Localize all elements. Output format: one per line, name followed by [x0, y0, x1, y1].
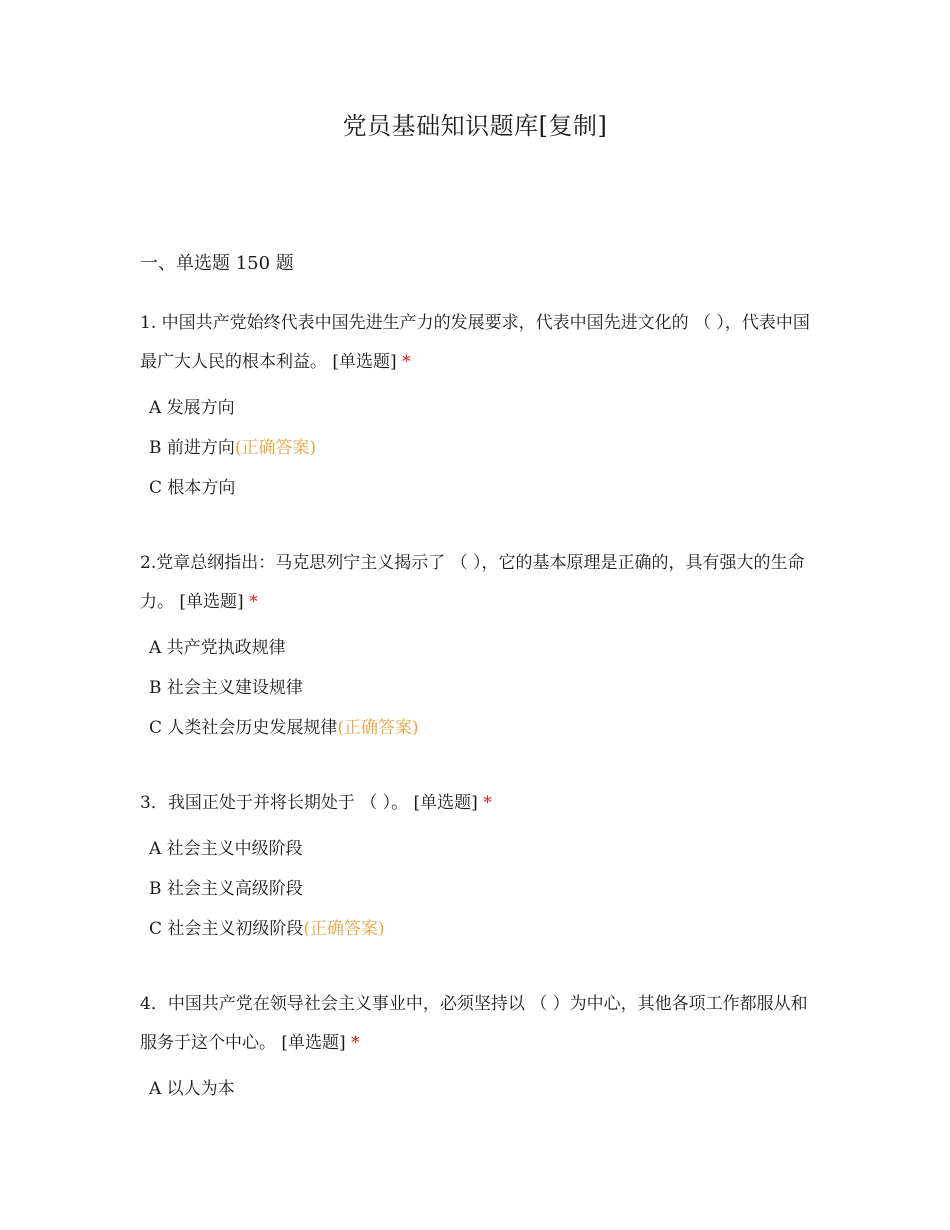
document-title: 党员基础知识题库[复制]	[342, 112, 608, 140]
question-stem: 1. 中国共产党始终代表中国先进生产力的发展要求，代表中国先进文化的 （ ），代表中国最广大人民的根本利益。	[140, 313, 810, 372]
option-label: C 根本方向	[149, 478, 236, 498]
question-text	[140, 985, 810, 1063]
question-stem: 2.党章总纲指出：马克思列宁主义揭示了 （ ），它的基本原理是正确的，具有强大的生命力。	[140, 553, 805, 612]
question-1	[140, 304, 810, 508]
option-label: A 发展方向	[149, 398, 235, 418]
question-type-label: [单选题]	[179, 592, 244, 612]
question-type-label: [单选题]	[413, 793, 478, 813]
correct-answer-tag: (正确答案)	[337, 718, 419, 738]
option-b[interactable]	[140, 869, 810, 909]
option-a[interactable]	[140, 1069, 810, 1109]
required-mark: *	[402, 352, 411, 372]
option-a[interactable]	[140, 388, 810, 428]
option-label: C 社会主义初级阶段	[149, 919, 304, 939]
option-label: B 前进方向	[149, 438, 235, 458]
section-heading: 一、单选题 150 题	[140, 253, 294, 274]
correct-answer-tag: (正确答案)	[303, 919, 385, 939]
option-label: B 社会主义建设规律	[149, 678, 303, 698]
option-label: A 以人为本	[149, 1079, 235, 1099]
question-text	[140, 784, 810, 823]
option-a[interactable]	[140, 829, 810, 869]
option-b[interactable]	[140, 428, 810, 468]
question-type-label: [单选题]	[281, 1033, 346, 1053]
correct-answer-tag: (正确答案)	[234, 438, 317, 458]
option-label: C 人类社会历史发展规律	[149, 718, 338, 738]
required-mark: *	[351, 1033, 360, 1053]
option-label: A 社会主义中级阶段	[149, 839, 303, 859]
question-text	[140, 304, 810, 382]
question-stem: 4．中国共产党在领导社会主义事业中，必须坚持以 （ ）为中心，其他各项工作都服从和服务于这个中心。	[140, 994, 808, 1053]
option-list	[140, 628, 810, 748]
option-list	[140, 1069, 810, 1109]
option-label: B 社会主义高级阶段	[149, 879, 303, 899]
question-type-label: [单选题]	[332, 352, 397, 372]
option-c[interactable]	[140, 468, 810, 508]
required-mark: *	[249, 592, 258, 612]
required-mark: *	[483, 793, 492, 813]
option-b[interactable]	[140, 668, 810, 708]
option-c[interactable]	[140, 909, 810, 949]
question-2	[140, 544, 810, 748]
option-list	[140, 388, 810, 508]
question-text	[140, 544, 810, 622]
question-stem: 3．我国正处于并将长期处于 （ ）。	[140, 793, 409, 813]
option-list	[140, 829, 810, 949]
question-4	[140, 985, 810, 1109]
option-c[interactable]	[140, 708, 810, 748]
option-label: A 共产党执政规律	[149, 638, 286, 658]
option-a[interactable]	[140, 628, 810, 668]
question-3	[140, 784, 810, 949]
